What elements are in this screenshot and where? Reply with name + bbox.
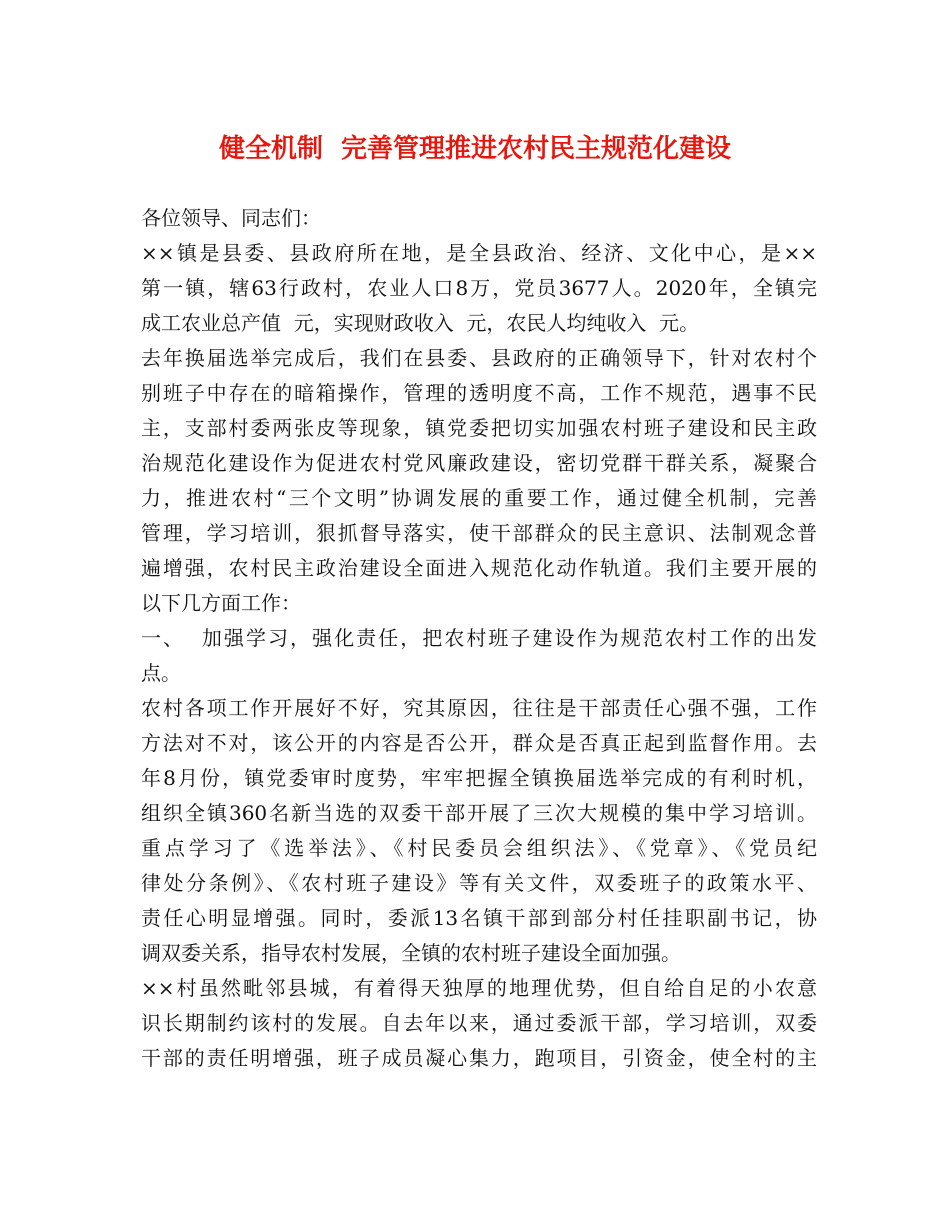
body-line: 律处分条例》、《农村班子建设》等有关文件，双委班子的政策水平、 <box>141 871 817 895</box>
section-heading-line: 点。 <box>141 661 181 685</box>
body-line: 主，支部村委两张皮等现象，镇党委把切实加强农村班子建设和民主政 <box>141 416 817 440</box>
body-line: 力，推进农村“三个文明”协调发展的重要工作，通过健全机制，完善 <box>141 486 817 510</box>
body-line: 以下几方面工作： <box>141 591 301 615</box>
body-line: 农村各项工作开展好不好，究其原因，往往是干部责任心强不强，工作 <box>141 696 817 720</box>
body-line: 别班子中存在的暗箱操作，管理的透明度不高，工作不规范，遇事不民 <box>141 381 817 405</box>
section-heading-line: 一、 加强学习，强化责任，把农村班子建设作为规范农村工作的出发 <box>141 626 817 650</box>
document-body <box>141 201 817 1076</box>
body-line: 年8月份，镇党委审时度势，牢牢把握全镇换届选举完成的有利时机， <box>141 766 817 790</box>
body-line: ××镇是县委、县政府所在地，是全县政治、经济、文化中心，是×× <box>141 241 817 265</box>
body-line: 组织全镇360名新当选的双委干部开展了三次大规模的集中学习培训。 <box>141 801 817 825</box>
body-line: 责任心明显增强。同时，委派13名镇干部到部分村任挂职副书记，协 <box>141 906 817 930</box>
body-line: 各位领导、同志们： <box>141 206 321 230</box>
body-line: 管理，学习培训，狠抓督导落实，使干部群众的民主意识、法制观念普 <box>141 521 817 545</box>
body-line: ××村虽然毗邻县城，有着得天独厚的地理优势，但自给自足的小农意 <box>141 976 817 1000</box>
body-line: 方法对不对，该公开的内容是否公开，群众是否真正起到监督作用。去 <box>141 731 817 755</box>
body-line: 识长期制约该村的发展。自去年以来，通过委派干部，学习培训，双委 <box>141 1011 817 1035</box>
body-line: 去年换届选举完成后，我们在县委、县政府的正确领导下，针对农村个 <box>141 346 817 370</box>
body-line: 第一镇，辖63行政村，农业人口8万，党员3677人。2020年，全镇完 <box>141 276 817 300</box>
document-title: 健全机制 完善管理推进农村民主规范化建设 <box>218 134 732 164</box>
body-line: 干部的责任明增强，班子成员凝心集力，跑项目，引资金，使全村的主 <box>141 1046 817 1070</box>
body-line: 调双委关系，指导农村发展，全镇的农村班子建设全面加强。 <box>141 941 681 965</box>
body-line: 遍增强，农村民主政治建设全面进入规范化动作轨道。我们主要开展的 <box>141 556 817 580</box>
body-line: 重点学习了《选举法》、《村民委员会组织法》、《党章》、《党员纪 <box>141 836 817 860</box>
body-line: 成工农业总产值 元，实现财政收入 元，农民人均纯收入 元。 <box>141 311 700 335</box>
body-line: 治规范化建设作为促进农村党风廉政建设，密切党群干群关系，凝聚合 <box>141 451 817 475</box>
